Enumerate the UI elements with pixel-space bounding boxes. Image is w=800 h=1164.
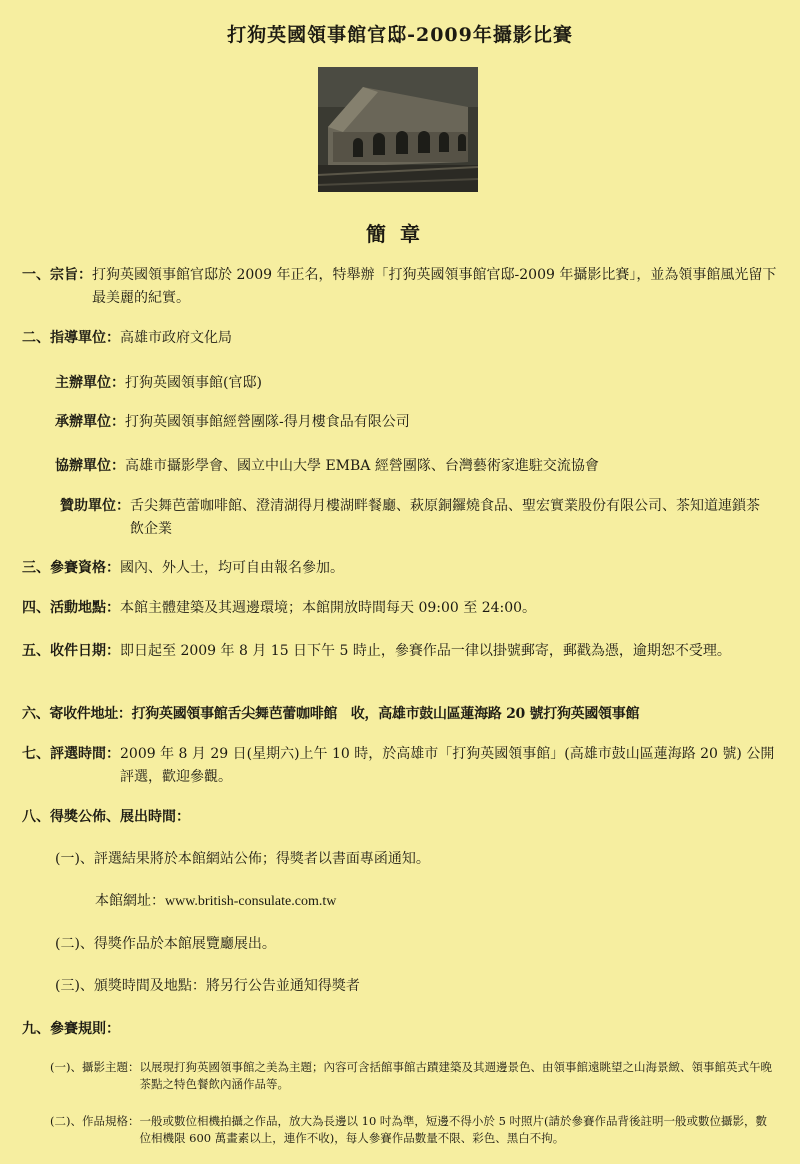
section-text: 即日起至 2009 年 8 月 15 日下午 5 時止，參賽作品一律以掛號郵寄，郵戳為憑，逾期恕不受理。 xyxy=(120,643,731,659)
sponsor-label: 贊助單位： xyxy=(60,498,130,514)
section-eligibility xyxy=(22,557,780,580)
section-label: 七、評選時間： xyxy=(22,746,120,762)
section-label: 五、收件日期： xyxy=(22,643,120,659)
rule-theme xyxy=(50,1059,776,1093)
website-link[interactable]: www.british-consulate.com.tw xyxy=(165,894,337,909)
section-label: 九、參賽規則： xyxy=(22,1021,120,1037)
section-label: 一、宗旨： xyxy=(22,267,92,283)
rule-label: (一)、攝影主題： xyxy=(50,1060,140,1074)
section-mailing-address xyxy=(22,703,780,726)
organizer-value: 打狗英國領事館經營團隊-得月樓食品有限公司 xyxy=(125,414,410,430)
section-label: 二、指導單位： xyxy=(22,330,120,346)
brochure-heading: 簡章 xyxy=(366,222,434,246)
co-organizer-label: 協辦單位： xyxy=(55,458,125,474)
section-guidance xyxy=(22,327,780,350)
section-label: 六、寄收件地址： xyxy=(22,706,132,722)
section-purpose xyxy=(22,264,780,310)
rule-format xyxy=(50,1113,776,1147)
website-label: 本館網址： xyxy=(95,893,165,909)
host-label: 主辦單位： xyxy=(55,375,125,391)
announcement-item-3: (三)、頒獎時間及地點：將另行公告並通知得獎者 xyxy=(55,978,360,994)
section-announcement xyxy=(22,806,780,829)
section-venue xyxy=(22,597,780,620)
section-rules xyxy=(22,1018,780,1041)
co-organizer-value: 高雄市攝影學會、國立中山大學 EMBA 經營團隊、台灣藝術家進駐交流協會 xyxy=(125,458,599,474)
sponsor-unit xyxy=(60,495,770,541)
section-judging-time xyxy=(22,743,780,789)
host-unit xyxy=(55,372,262,395)
rule-label: (二)、作品規格： xyxy=(50,1114,140,1128)
document-title: 打狗英國領事館官邸-2009年攝影比賽 xyxy=(227,24,573,46)
section-label: 四、活動地點： xyxy=(22,600,120,616)
section-text: 本館主體建築及其週邊環境；本館開放時間每天 09:00 至 24:00。 xyxy=(120,600,537,616)
section-text: 打狗英國領事館官邸於 2009 年正名，特舉辦「打狗英國領事館官邸-2009 年攝影比賽」，並為領事館風光留下最美麗的紀實。 xyxy=(92,267,777,306)
host-value: 打狗英國領事館(官邸) xyxy=(125,375,262,391)
section-text: 打狗英國領事館舌尖舞芭蕾咖啡館 收，高雄市鼓山區蓮海路 20 號打狗英國領事館 xyxy=(131,706,640,722)
announcement-item-2: (二)、得獎作品於本館展覽廳展出。 xyxy=(55,936,276,952)
section-text: 2009 年 8 月 29 日(星期六)上午 10 時，於高雄市「打狗英國領事館」(高雄市鼓山區蓮海路 20 號) 公開評選，歡迎參觀。 xyxy=(120,746,775,785)
co-organizer-unit xyxy=(55,455,599,478)
rule-text: 以展現打狗英國領事館之美為主題；內容可含括館事館古蹟建築及其週邊景色、由領事館遠眺望之山海景緻、領事館英式午晚茶點之特色餐飲內涵作品等。 xyxy=(139,1060,772,1091)
rule-text: 一般或數位相機拍攝之作品，放大為長邊以 10 吋為準，短邊不得小於 5 吋照片(請於參賽作品背後註明一般或數位攝影，數位相機限 600 萬畫素以上，連作不收)，每人參賽作品數量不限、彩色、黑白不拘。 xyxy=(139,1114,768,1145)
section-text: 高雄市政府文化局 xyxy=(120,330,232,346)
section-label: 八、得獎公佈、展出時間： xyxy=(22,809,190,825)
building-photo-icon xyxy=(318,67,478,192)
section-submission-date xyxy=(22,640,780,663)
section-text: 國內、外人士，均可自由報名參加。 xyxy=(120,560,344,576)
sponsor-value: 舌尖舞芭蕾咖啡館、澄清湖得月樓湖畔餐廳、萩原銅鑼燒食品、聖宏實業股份有限公司、茶知道連鎖茶飲企業 xyxy=(130,498,760,537)
website-line xyxy=(95,890,336,913)
organizer-unit xyxy=(55,411,410,434)
section-label: 三、參賽資格： xyxy=(22,560,120,576)
organizer-label: 承辦單位： xyxy=(55,414,125,430)
announcement-item-1: (一)、評選結果將於本館網站公佈；得獎者以書面專函通知。 xyxy=(55,851,430,867)
consulate-building-photo xyxy=(318,67,478,192)
